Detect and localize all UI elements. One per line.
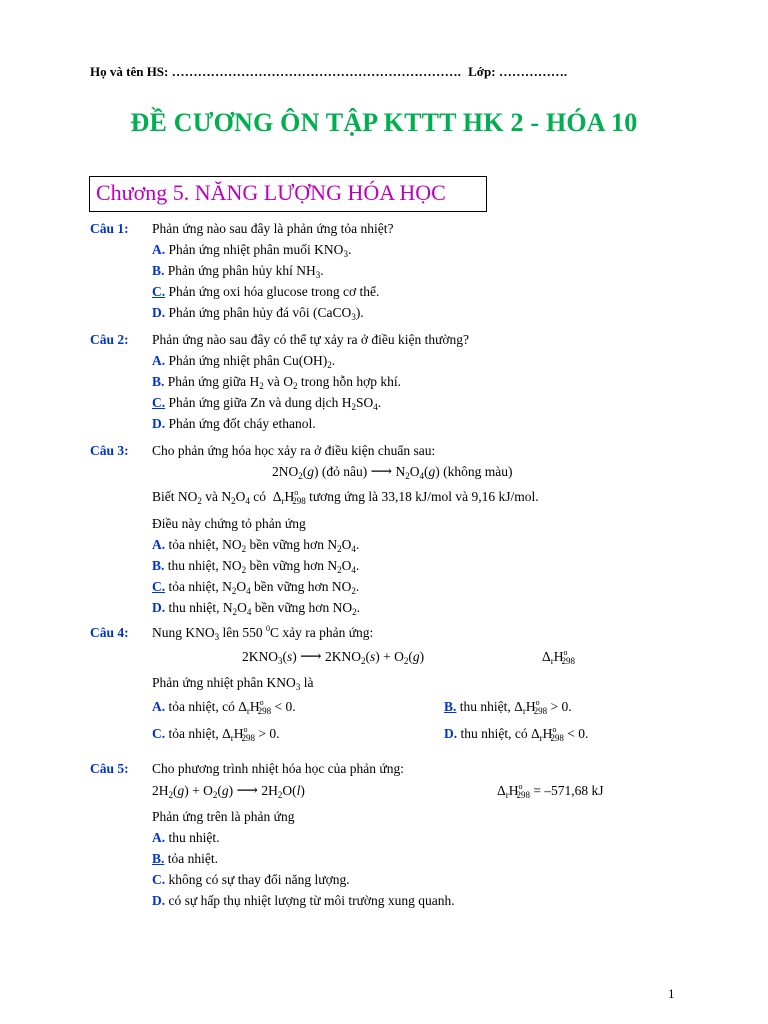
option-a: A. Phản ứng nhiệt phân $Cu(OH)_2$. [152,353,336,370]
question-number: Câu 5: [90,761,129,776]
option-d: D. Phản ứng phân hủy đá vôi (CaCO$_3$). [152,305,364,322]
option-d: D. thu nhiệt, có $\Delta_rH^o_{298} < 0$. [444,725,589,743]
option-c: C. Phản ứng giữa Zn và dung dịch $H_2SO_4$. [152,395,382,412]
options-row-2 [152,727,712,754]
student-name-blank: …………………………………………………………. [171,64,461,79]
option-c: C. tỏa nhiệt, $N_2O_4$ bền vững hơn $NO_2$. [152,579,360,596]
reaction-equation: $2NO_2(g)$ (đỏ nâu) ⟶ $N_2O_4(g)$ (không màu) [272,464,513,481]
question-stem: Phản ứng nào sau đây có thể tự xảy ra ở điều kiện thường? [152,332,470,347]
question-number: Câu 2: [90,332,129,347]
enthalpy-info: Biết $NO_2$ và $N_2O_4$ có $\Delta_rH^o_{298}$ tương ứng là 33,18 kJ/mol và 9,16 kJ/mol. [152,488,539,506]
option-b: B. Phản ứng phân hủy khí $NH_3$. [152,263,324,280]
option-b: B. thu nhiệt, $\Delta_rH^o_{298} > 0$. [444,698,572,716]
option-a: A. Phản ứng nhiệt phân muối $KNO_3$. [152,242,352,259]
question-lead: Phản ứng trên là phản ứng [152,809,295,824]
option-c: C. tỏa nhiệt, $\Delta_rH^o_{298} > 0$. [152,725,280,743]
student-info-line [90,65,567,78]
question-number: Câu 4: [90,625,129,640]
question-stem: Nung $KNO_3$ lên 550 $^0$C xảy ra phản ứng: [152,624,374,642]
question-number: Câu 1: [90,221,129,236]
question-stem: Phản ứng nào sau đây là phản ứng tỏa nhiệt? [152,221,394,236]
option-a: A. tỏa nhiệt, có $\Delta_rH^o_{298} < 0$. [152,698,296,716]
option-c: C. Phản ứng oxi hóa glucose trong cơ thể. [152,284,380,299]
question-stem: Cho phương trình nhiệt hóa học của phản ứng: [152,761,404,776]
question-lead: Điều này chứng tỏ phản ứng [152,516,306,531]
question-number: Câu 3: [90,443,129,458]
option-c: C. không có sự thay đổi năng lượng. [152,872,350,887]
student-name-label: Họ và tên HS: [90,64,169,79]
class-label: Lớp: [468,64,496,79]
chapter-heading-box [89,176,487,212]
option-d: D. thu nhiệt, $N_2O_4$ bền vững hơn $NO_2$. [152,600,360,617]
page-number: 1 [668,986,675,1001]
option-b: B. tỏa nhiệt. [152,851,219,866]
option-a: A. thu nhiệt. [152,830,220,845]
question-lead: Phản ứng nhiệt phân $KNO_3$ là [152,675,314,692]
option-d: D. có sự hấp thụ nhiệt lượng từ môi trường xung quanh. [152,893,455,908]
chapter-heading: Chương 5. NĂNG LƯỢNG HÓA HỌC [96,180,446,205]
reaction-equation: $2KNO_3(s)$ ⟶ $2KNO_2(s) + O_2(g)$ $\Delta_rH^o_{298}$ [242,648,575,666]
options-row-1 [152,700,712,727]
option-b: B. Phản ứng giữa $H_2$ và $O_2$ trong hỗn hợp khí. [152,374,402,391]
document-title: ĐỀ CƯƠNG ÔN TẬP KTTT HK 2 - HÓA 10 [130,108,638,137]
option-b: B. thu nhiệt, $NO_2$ bền vững hơn $N_2O_4$. [152,558,360,575]
reaction-equation: $2H_2(g) + O_2(g)$ ⟶ $2H_2O(l)$ $\Delta_rH^o_{298} = -571,68$ kJ [152,782,604,800]
option-a: A. tỏa nhiệt, $NO_2$ bền vững hơn $N_2O_4$. [152,537,360,554]
option-d: D. Phản ứng đốt cháy ethanol. [152,416,316,431]
class-blank: ……………. [498,64,568,79]
question-stem: Cho phản ứng hóa học xảy ra ở điều kiện chuẩn sau: [152,443,436,458]
